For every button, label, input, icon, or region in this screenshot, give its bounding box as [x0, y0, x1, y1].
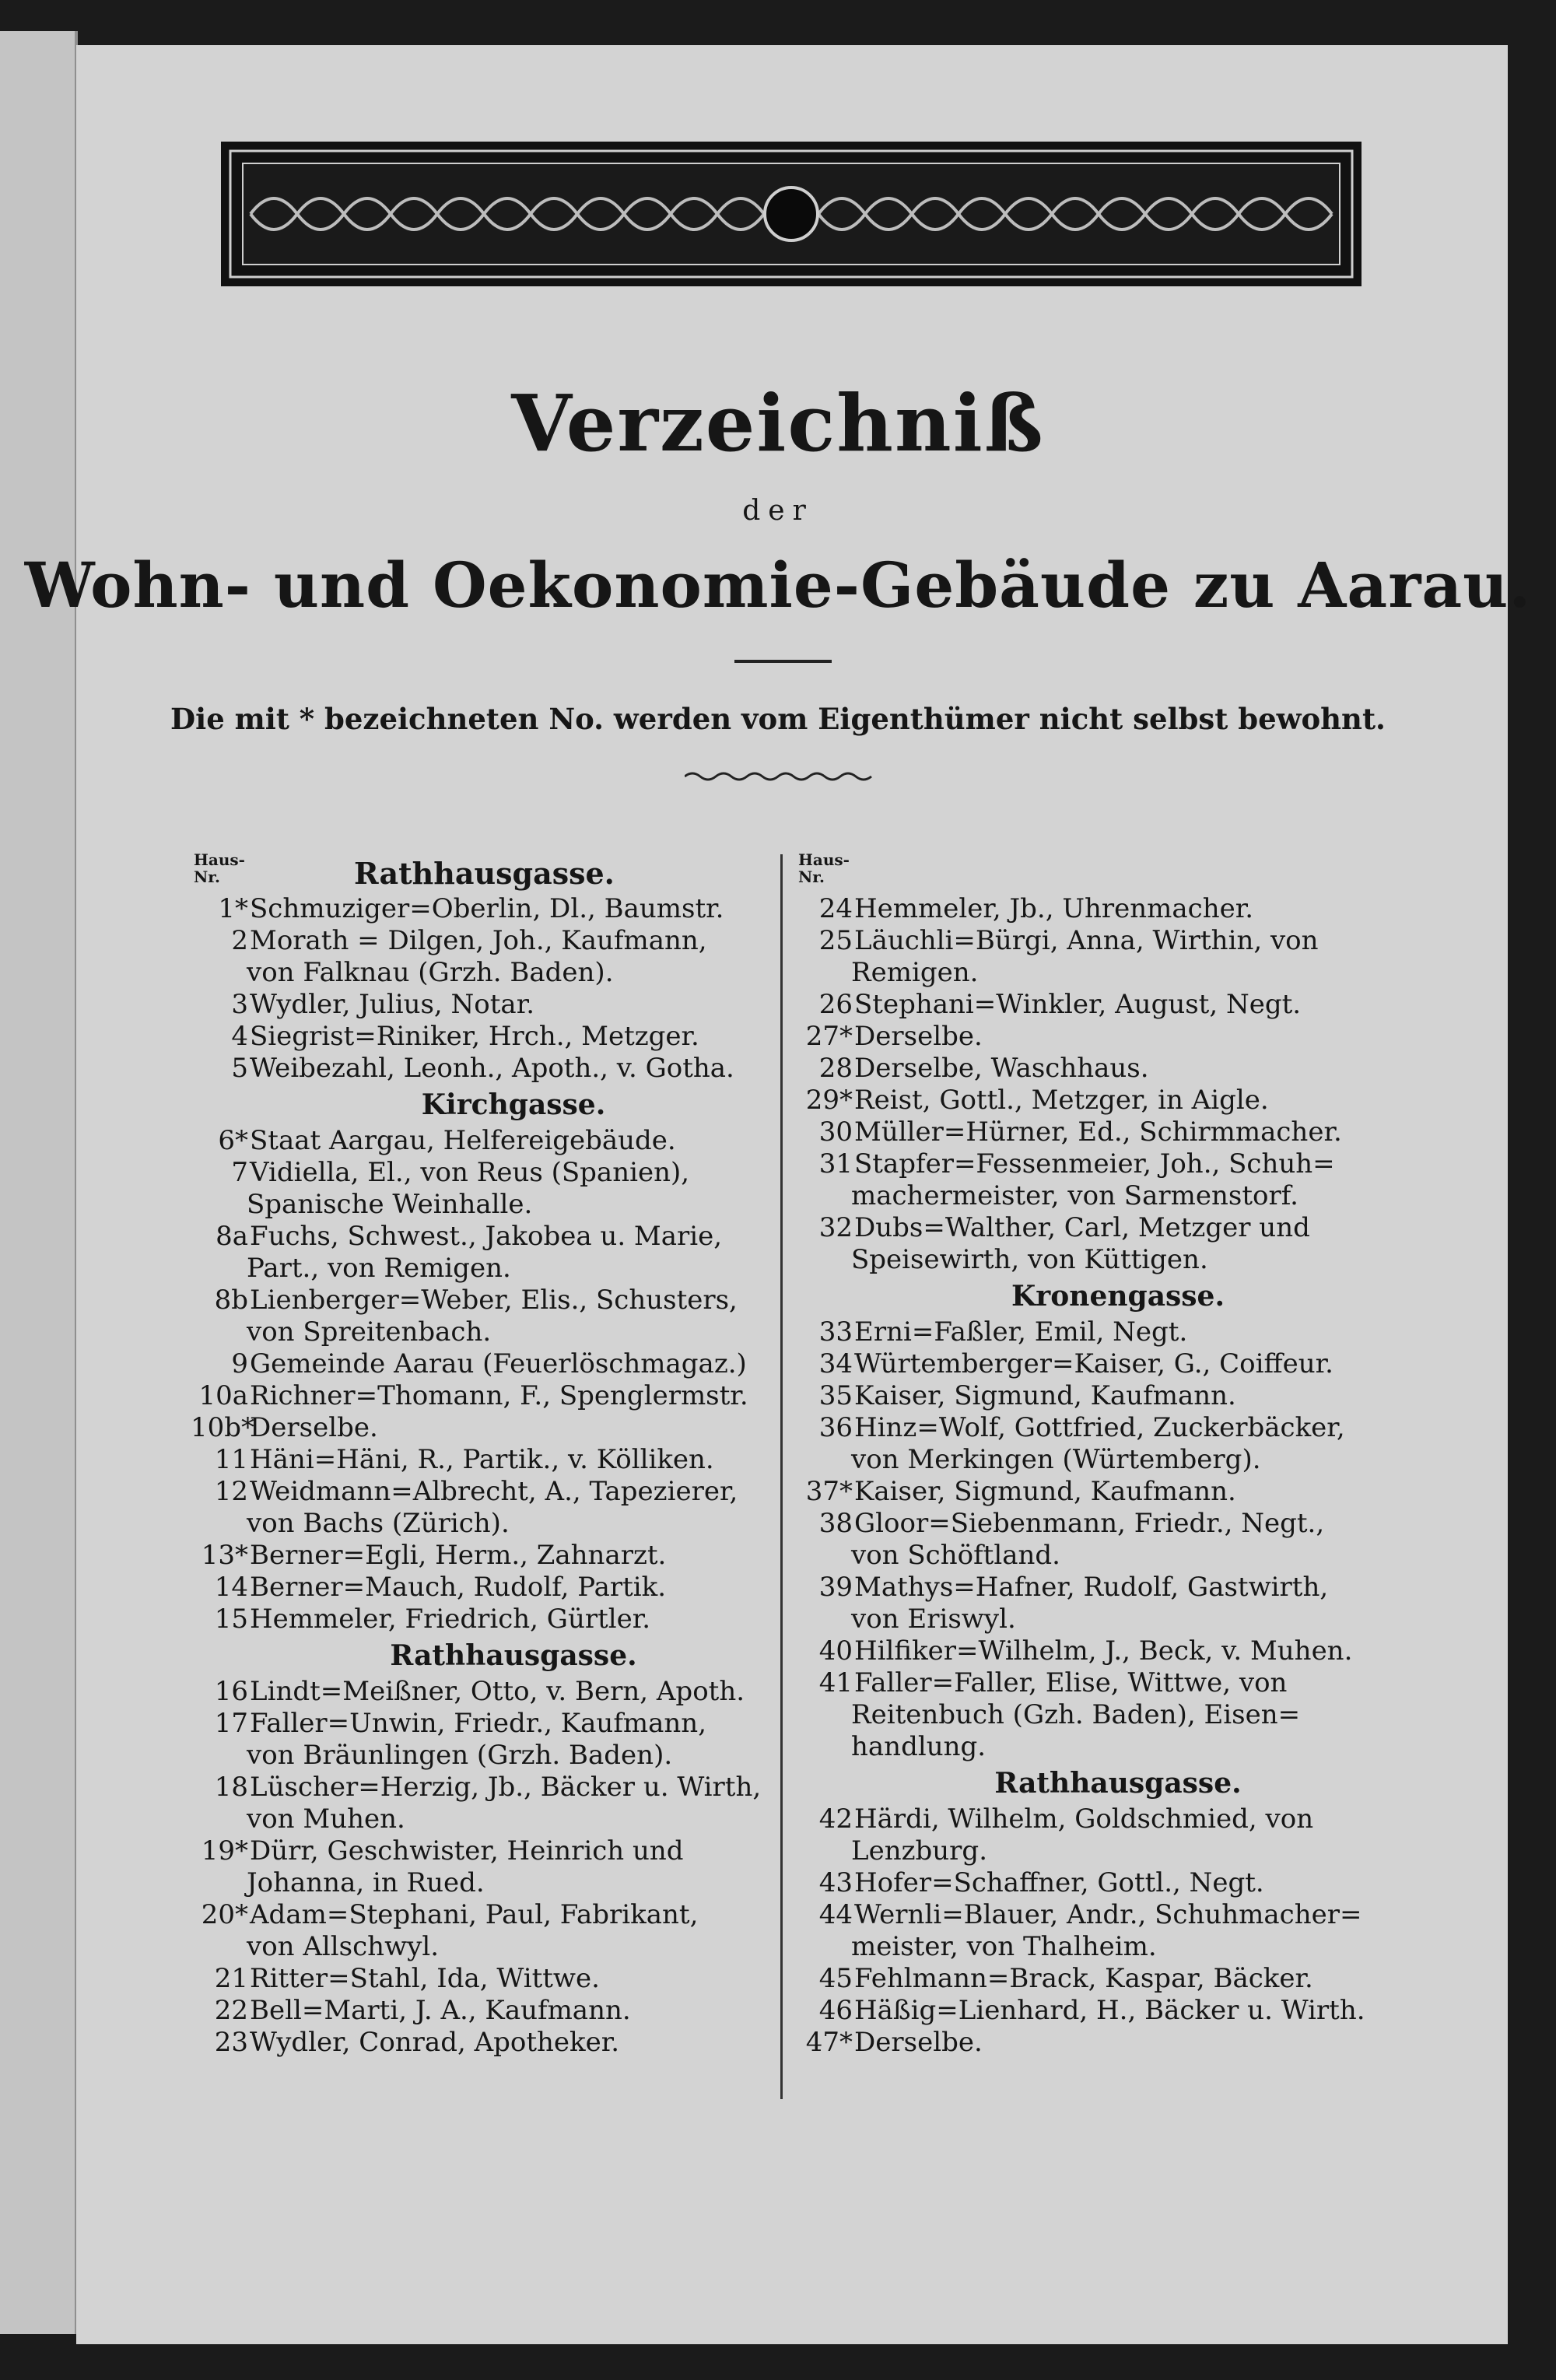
list-item — [795, 957, 1394, 989]
entry-text: Richner=Thomann, F., Spenglermstr. — [250, 1380, 748, 1411]
entry-text: Vidiella, El., von Reus (Spanien), — [250, 1157, 690, 1188]
entry-text: Faller=Unwin, Friedr., Kaufmann, — [250, 1708, 707, 1739]
list-item — [191, 1348, 790, 1380]
entry-text: Bell=Marti, J. A., Kaufmann. — [250, 1995, 631, 2026]
entry-text: Speisewirth, von Küttigen. — [851, 1244, 1208, 1275]
page-title: Verzeichniß — [511, 377, 1045, 469]
house-number: 7 — [231, 1157, 248, 1188]
entry-text: Remigen. — [851, 957, 979, 988]
house-number: 1* — [218, 893, 248, 924]
list-item — [191, 1476, 790, 1508]
list-item — [795, 1412, 1394, 1444]
adjacent-page-edge — [0, 31, 78, 2334]
list-item — [191, 2027, 790, 2059]
house-number: 23 — [214, 2027, 248, 2058]
entry-text: Derselbe, Waschhaus. — [854, 1053, 1149, 1084]
list-item — [795, 1899, 1394, 1931]
house-number: 31 — [818, 1148, 853, 1179]
house-number: 13* — [201, 1540, 248, 1571]
left-column — [191, 850, 790, 2059]
entry-text: Hofer=Schaffner, Gottl., Negt. — [854, 1867, 1264, 1898]
title-connector: der — [742, 495, 814, 527]
list-item — [795, 1540, 1394, 1572]
list-item — [795, 1931, 1394, 1963]
house-number: 19* — [201, 1835, 248, 1866]
list-item — [795, 1803, 1394, 1835]
entry-text: Hilfiker=Wilhelm, J., Beck, v. Muhen. — [854, 1635, 1353, 1667]
house-number: 8a — [216, 1221, 248, 1252]
list-item — [795, 1867, 1394, 1899]
house-number: 32 — [818, 1212, 853, 1243]
street-heading: Rathhausgasse. — [354, 856, 615, 891]
entry-text: Lienberger=Weber, Elis., Schusters, — [250, 1285, 738, 1316]
list-item — [191, 1572, 790, 1604]
entry-text: Dubs=Walther, Carl, Metzger und — [854, 1212, 1310, 1243]
list-item — [795, 989, 1394, 1021]
entry-text: Derselbe. — [250, 1412, 378, 1443]
house-number: 38 — [818, 1508, 853, 1539]
list-item — [191, 1899, 790, 1931]
entry-text: Lenzburg. — [851, 1835, 987, 1866]
list-item — [795, 1476, 1394, 1508]
list-item — [795, 1835, 1394, 1867]
house-number: 29* — [805, 1085, 853, 1116]
house-number: 40 — [818, 1635, 853, 1667]
entry-text: Faller=Faller, Elise, Wittwe, von — [854, 1667, 1288, 1698]
list-item — [191, 1772, 790, 1803]
list-item — [191, 1444, 790, 1476]
entry-text: Häni=Häni, R., Partik., v. Kölliken. — [250, 1444, 714, 1475]
list-item — [795, 1348, 1394, 1380]
house-number: 16 — [214, 1676, 248, 1707]
entry-text: Läuchli=Bürgi, Anna, Wirthin, von — [854, 925, 1319, 956]
house-number: 15 — [214, 1604, 248, 1635]
street-heading: Kirchgasse. — [421, 1088, 606, 1121]
house-number: 43 — [818, 1867, 853, 1898]
house-number: 8b — [214, 1285, 248, 1316]
house-number: 35 — [818, 1380, 853, 1411]
house-number: 27* — [805, 1021, 853, 1052]
house-number: 37* — [805, 1476, 853, 1507]
house-number: 36 — [818, 1412, 853, 1443]
entry-text: Reist, Gottl., Metzger, in Aigle. — [854, 1085, 1269, 1116]
house-number: 11 — [214, 1444, 248, 1475]
list-item — [191, 1676, 790, 1708]
list-item — [191, 1508, 790, 1540]
house-number: 18 — [214, 1772, 248, 1803]
entry-text: Adam=Stephani, Paul, Fabrikant, — [250, 1899, 699, 1930]
list-item — [191, 1221, 790, 1253]
house-number: 3 — [231, 989, 248, 1020]
entry-text: Wydler, Conrad, Apotheker. — [250, 2027, 620, 2058]
entry-text: Gemeinde Aarau (Feuerlöschmagaz.) — [250, 1348, 747, 1379]
entry-text: Part., von Remigen. — [247, 1253, 511, 1284]
house-number: 21 — [214, 1963, 248, 1994]
entry-text: Häßig=Lienhard, H., Bäcker u. Wirth. — [854, 1995, 1365, 2026]
list-item — [191, 1963, 790, 1995]
entry-text: von Spreitenbach. — [247, 1316, 492, 1348]
list-item — [191, 1995, 790, 2027]
entry-text: Mathys=Hafner, Rudolf, Gastwirth, — [854, 1572, 1329, 1603]
house-number: 24 — [818, 893, 853, 924]
house-number: 30 — [818, 1116, 853, 1148]
list-item — [795, 1667, 1394, 1699]
entry-text: von Merkingen (Würtemberg). — [851, 1444, 1261, 1475]
house-number: 17 — [214, 1708, 248, 1739]
list-item — [191, 1708, 790, 1740]
heading-rule — [734, 660, 832, 663]
house-number: 41 — [818, 1667, 853, 1698]
list-item — [795, 1148, 1394, 1180]
house-number: 5 — [231, 1053, 248, 1084]
entry-text: Berner=Mauch, Rudolf, Partik. — [250, 1572, 667, 1603]
entry-text: Wernli=Blauer, Andr., Schuhmacher= — [854, 1899, 1362, 1930]
list-item — [191, 1053, 790, 1085]
list-item — [795, 1508, 1394, 1540]
entry-text: Würtemberger=Kaiser, G., Coiffeur. — [854, 1348, 1333, 1379]
entry-text: machermeister, von Sarmenstorf. — [851, 1180, 1298, 1211]
list-item — [795, 1380, 1394, 1412]
entry-text: Morath = Dilgen, Joh., Kaufmann, — [250, 925, 707, 956]
list-item — [795, 1572, 1394, 1604]
entry-text: Berner=Egli, Herm., Zahnarzt. — [250, 1540, 667, 1571]
list-item — [795, 925, 1394, 957]
list-item — [795, 1316, 1394, 1348]
list-item — [795, 1604, 1394, 1635]
list-item — [191, 957, 790, 989]
list-item — [191, 1316, 790, 1348]
entry-text: Fehlmann=Brack, Kaspar, Bäcker. — [854, 1963, 1313, 1994]
entry-text: Müller=Hürner, Ed., Schirmmacher. — [854, 1116, 1342, 1148]
entry-text: Lüscher=Herzig, Jb., Bäcker u. Wirth, — [250, 1772, 762, 1803]
list-item — [795, 1731, 1394, 1763]
list-item — [191, 1931, 790, 1963]
list-item — [795, 1963, 1394, 1995]
list-item — [191, 1253, 790, 1285]
list-item — [795, 1244, 1394, 1276]
list-item — [191, 1835, 790, 1867]
house-number: 20* — [201, 1899, 248, 1930]
main-heading: Wohn- und Oekonomie-Gebäude zu Aarau. — [24, 549, 1532, 622]
list-item — [191, 989, 790, 1021]
entry-text: Weibezahl, Leonh., Apoth., v. Gotha. — [250, 1053, 734, 1084]
entry-text: Derselbe. — [854, 2027, 983, 2058]
entry-text: handlung. — [851, 1731, 987, 1762]
house-number: 10a — [198, 1380, 248, 1411]
list-item — [191, 1189, 790, 1221]
house-number: 10b* — [191, 1412, 255, 1443]
house-number: 4 — [231, 1021, 248, 1052]
list-item — [795, 1085, 1394, 1116]
entry-text: Staat Aargau, Helfereigebäude. — [250, 1125, 676, 1156]
entry-text: von Bräunlingen (Grzh. Baden). — [247, 1740, 673, 1771]
list-item — [191, 1125, 790, 1157]
house-number: 42 — [818, 1803, 853, 1835]
list-item — [795, 1180, 1394, 1212]
entry-text: Spanische Weinhalle. — [247, 1189, 533, 1220]
entry-text: Gloor=Siebenmann, Friedr., Negt., — [854, 1508, 1325, 1539]
list-item — [191, 1740, 790, 1772]
house-number: 47* — [805, 2027, 853, 2058]
list-item — [191, 893, 790, 925]
list-item — [191, 1157, 790, 1189]
house-number: 6* — [218, 1125, 248, 1156]
list-item — [795, 1021, 1394, 1053]
entry-text: Lindt=Meißner, Otto, v. Bern, Apoth. — [250, 1676, 745, 1707]
entry-text: Wydler, Julius, Notar. — [250, 989, 535, 1020]
entry-text: Schmuziger=Oberlin, Dl., Baumstr. — [250, 893, 724, 924]
list-item — [795, 1053, 1394, 1085]
house-number: 45 — [818, 1963, 853, 1994]
legend-note: Die mit * bezeichneten No. werden vom Eigenthümer nicht selbst bewohnt. — [170, 702, 1386, 736]
entry-text: meister, von Thalheim. — [851, 1931, 1157, 1962]
entry-text: von Allschwyl. — [247, 1931, 440, 1962]
entry-text: Stephani=Winkler, August, Negt. — [854, 989, 1302, 1020]
house-number-header: Haus- Nr. — [194, 850, 245, 886]
house-number: 2 — [231, 925, 248, 956]
house-number: 12 — [214, 1476, 248, 1507]
list-item — [191, 1604, 790, 1635]
entry-text: Derselbe. — [854, 1021, 983, 1052]
street-heading: Kronengasse. — [1011, 1280, 1225, 1313]
house-number: 39 — [818, 1572, 853, 1603]
list-item — [191, 1021, 790, 1053]
list-item — [191, 1412, 790, 1444]
house-number: 33 — [818, 1316, 853, 1348]
decorative-flourish-icon — [685, 769, 879, 784]
list-item — [795, 2027, 1394, 2059]
entry-text: Hemmeler, Friedrich, Gürtler. — [250, 1604, 651, 1635]
house-number: 14 — [214, 1572, 248, 1603]
house-number: 9 — [231, 1348, 248, 1379]
entry-text: von Falknau (Grzh. Baden). — [247, 957, 614, 988]
house-number: 25 — [818, 925, 853, 956]
entry-text: Kaiser, Sigmund, Kaufmann. — [854, 1476, 1236, 1507]
entry-text: Erni=Faßler, Emil, Negt. — [854, 1316, 1188, 1348]
house-number: 44 — [818, 1899, 853, 1930]
entry-text: von Bachs (Zürich). — [247, 1508, 510, 1539]
entry-text: Kaiser, Sigmund, Kaufmann. — [854, 1380, 1236, 1411]
entry-text: Johanna, in Rued. — [247, 1867, 485, 1898]
entry-text: von Eriswyl. — [851, 1604, 1016, 1635]
list-item — [191, 1540, 790, 1572]
list-item — [795, 1699, 1394, 1731]
ornamental-border-icon — [219, 140, 1363, 288]
list-item — [191, 1380, 790, 1412]
entry-text: Siegrist=Riniker, Hrch., Metzger. — [250, 1021, 699, 1052]
list-item — [191, 1803, 790, 1835]
entry-text: Härdi, Wilhelm, Goldschmied, von — [854, 1803, 1314, 1835]
entry-text: Hinz=Wolf, Gottfried, Zuckerbäcker, — [854, 1412, 1345, 1443]
list-item — [191, 925, 790, 957]
list-item — [795, 1116, 1394, 1148]
street-heading: Rathhausgasse. — [994, 1767, 1242, 1800]
house-number: 46 — [818, 1995, 853, 2026]
entry-text: Hemmeler, Jb., Uhrenmacher. — [854, 893, 1254, 924]
entry-text: Reitenbuch (Gzh. Baden), Eisen= — [851, 1699, 1301, 1730]
list-item — [795, 1212, 1394, 1244]
house-number: 26 — [818, 989, 853, 1020]
street-heading: Rathhausgasse. — [390, 1639, 637, 1672]
list-item — [795, 1444, 1394, 1476]
house-number: 34 — [818, 1348, 853, 1379]
list-item — [795, 1995, 1394, 2027]
entry-text: von Muhen. — [247, 1803, 405, 1835]
entry-text: Fuchs, Schwest., Jakobea u. Marie, — [250, 1221, 723, 1252]
entry-text: Weidmann=Albrecht, A., Tapezierer, — [250, 1476, 738, 1507]
entry-text: Dürr, Geschwister, Heinrich und — [250, 1835, 684, 1866]
list-item — [191, 1867, 790, 1899]
list-item — [795, 893, 1394, 925]
entry-text: von Schöftland. — [851, 1540, 1060, 1571]
house-number: 22 — [214, 1995, 248, 2026]
entry-text: Ritter=Stahl, Ida, Wittwe. — [250, 1963, 600, 1994]
entry-text: Stapfer=Fessenmeier, Joh., Schuh= — [854, 1148, 1335, 1179]
right-column — [795, 850, 1394, 2059]
house-number-header: Haus- Nr. — [798, 850, 850, 886]
list-item — [795, 1635, 1394, 1667]
house-number: 28 — [818, 1053, 853, 1084]
list-item — [191, 1285, 790, 1316]
